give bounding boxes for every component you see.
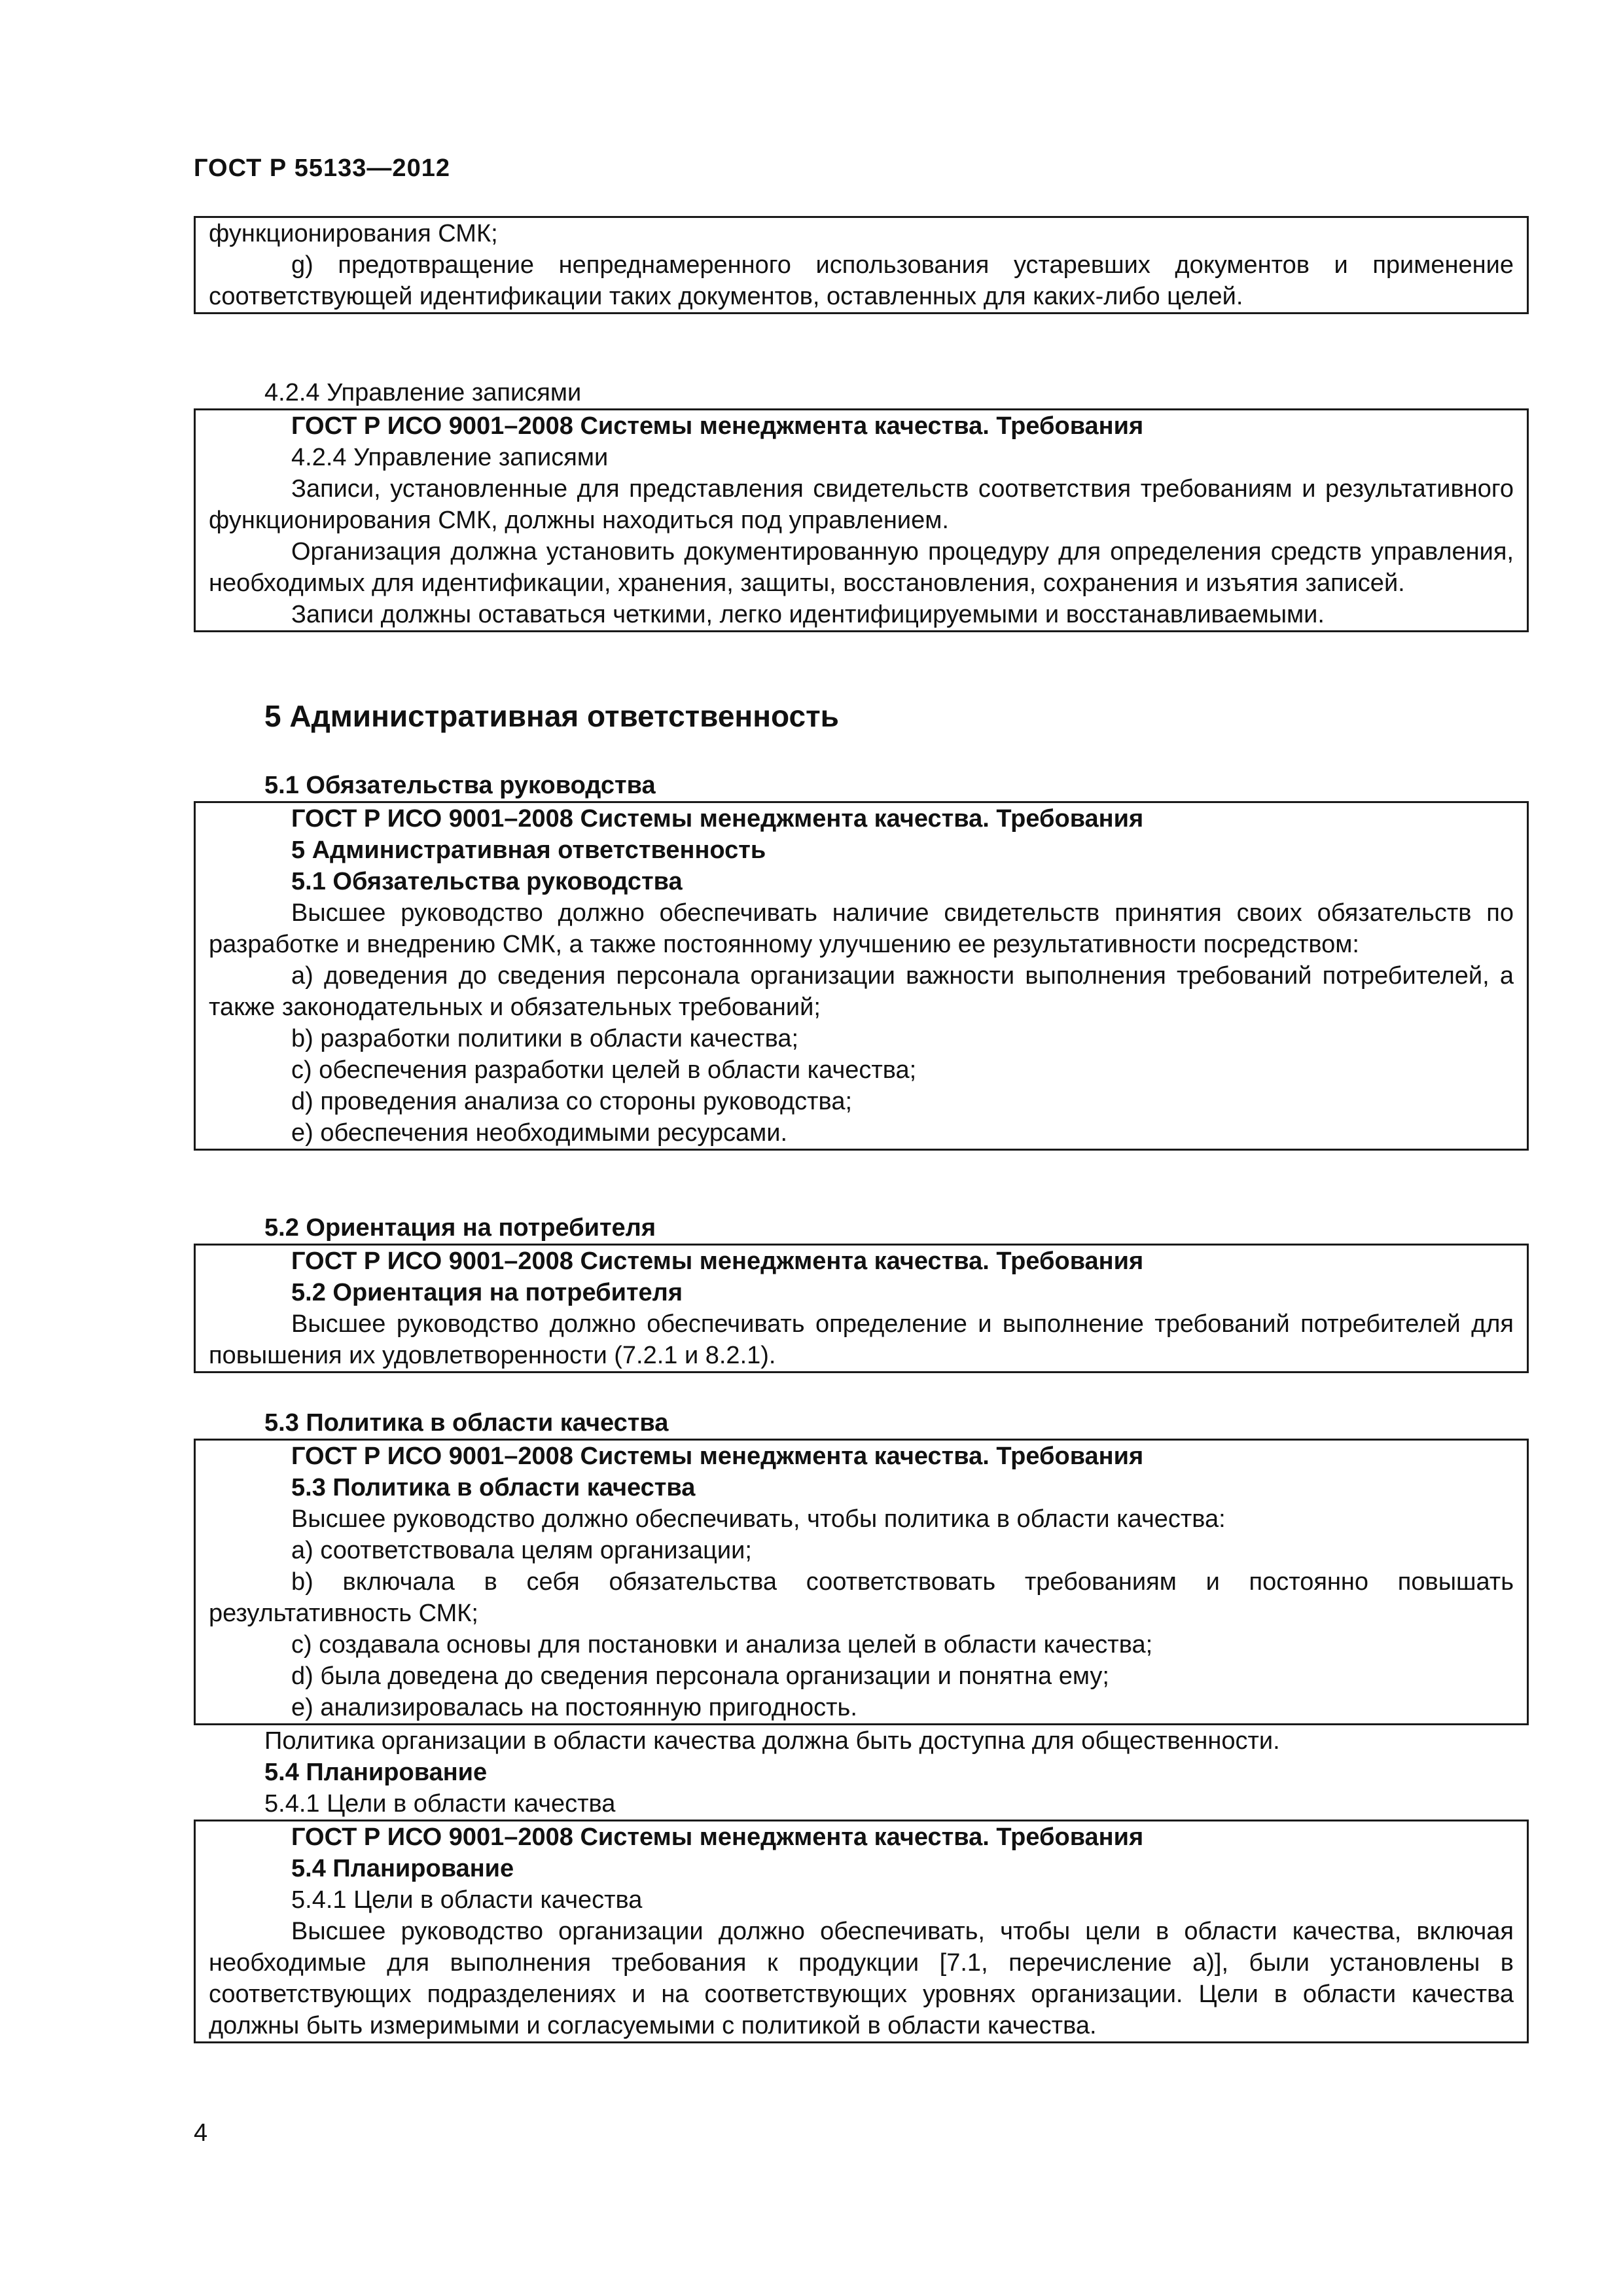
standard-quote-box: [194, 1244, 1529, 1373]
clause-heading: 5.4 Планирование: [264, 1759, 488, 1786]
standard-quote-box: [194, 408, 1529, 632]
section-title: 5.4 Планирование: [291, 1855, 514, 1882]
list-item: d) была доведена до сведения персонала организации и понятна ему;: [291, 1662, 1109, 1690]
clause-heading: 4.2.4 Управление записями: [264, 379, 582, 406]
clause-title: 5.4.1 Цели в области качества: [291, 1886, 643, 1914]
standard-quote-box: [194, 801, 1529, 1151]
list-item: e) анализировалась на постоянную пригодность.: [291, 1694, 857, 1721]
section-5-2: [194, 1212, 1529, 1373]
section-4-2-4: [194, 377, 1529, 632]
list-item: b) включала в себя обязательства соответствовать требованиям и постоянно повышать результативность СМК;: [209, 1568, 1514, 1627]
note-paragraph: Политика организации в области качества должна быть доступна для общественности.: [264, 1727, 1280, 1755]
clause-heading: 5.3 Политика в области качества: [264, 1409, 669, 1437]
paragraph: Высшее руководство должно обеспечивать, чтобы политика в области качества:: [291, 1505, 1226, 1533]
list-item: c) создавала основы для постановки и анализа целей в области качества;: [291, 1631, 1153, 1659]
clause-heading: 5.1 Обязательства руководства: [264, 772, 656, 799]
standard-title: ГОСТ Р ИСО 9001–2008 Системы менеджмента качества. Требования: [291, 1247, 1144, 1275]
paragraph: Записи, установленные для представления свидетельств соответствия требованиям и результативного функционирования СМК, должны находиться под управлением.: [209, 475, 1514, 534]
section-title: 5 Административная ответственность: [264, 699, 839, 733]
standard-title: ГОСТ Р ИСО 9001–2008 Системы менеджмента качества. Требования: [291, 1823, 1144, 1851]
list-item: b) разработки политики в области качества;: [291, 1025, 799, 1052]
standard-title: ГОСТ Р ИСО 9001–2008 Системы менеджмента качества. Требования: [291, 412, 1144, 440]
box-line: g) предотвращение непреднамеренного использования устаревших документов и применение соответствующей идентификации таких документов, оставленных для каких-либо целей.: [209, 251, 1514, 310]
standard-quote-box: [194, 1439, 1529, 1725]
clause-title: 5.1 Обязательства руководства: [291, 868, 683, 895]
list-item: a) соответствовала целям организации;: [291, 1537, 752, 1564]
paragraph: Записи должны оставаться четкими, легко идентифицируемыми и восстанавливаемыми.: [291, 601, 1325, 628]
paragraph: Высшее руководство должно обеспечивать определение и выполнение требований потребителей для повышения их удовлетворенности (7.2.1 и 8.2.1).: [209, 1310, 1514, 1369]
clause-title: 5.2 Ориентация на потребителя: [291, 1279, 683, 1306]
clause-title: 5.3 Политика в области качества: [291, 1474, 696, 1501]
clause-title: 4.2.4 Управление записями: [291, 444, 609, 471]
section-5-1: [194, 770, 1529, 1151]
paragraph: Высшее руководство организации должно обеспечивать, чтобы цели в области качества, включая необходимые для выполнения требования к продукции [7.1, перечисление a)], были установлены в соответствующих подразделениях и на соответствующих уровнях организации. Цели в области качества должны быть измеримыми и согласуемыми с политикой в области качества.: [209, 1918, 1514, 2039]
box-continuation: [194, 216, 1529, 314]
page-number: 4: [194, 2119, 208, 2147]
section-title: 5 Административная ответственность: [291, 836, 766, 864]
list-item: d) проведения анализа со стороны руководства;: [291, 1088, 853, 1115]
standard-quote-box: [194, 1820, 1529, 2043]
standard-title: ГОСТ Р ИСО 9001–2008 Системы менеджмента качества. Требования: [291, 1443, 1144, 1470]
box-line: функционирования СМК;: [209, 220, 498, 247]
standard-title: ГОСТ Р ИСО 9001–2008 Системы менеджмента качества. Требования: [291, 805, 1144, 833]
document-code: ГОСТ Р 55133—2012: [194, 154, 450, 182]
list-item: e) обеспечения необходимыми ресурсами.: [291, 1119, 788, 1147]
paragraph: Организация должна установить документированную процедуру для определения средств управления, необходимых для идентификации, хранения, защиты, восстановления, сохранения и изъятия записей.: [209, 538, 1514, 597]
section-5-title-wrap: [194, 698, 1529, 734]
clause-heading: 5.2 Ориентация на потребителя: [264, 1214, 656, 1242]
list-item: a) доведения до сведения персонала организации важности выполнения требований потребителей, а также законодательных и обязательных требований;: [209, 962, 1514, 1021]
section-5-3: [194, 1407, 1529, 2043]
sub-clause-heading: 5.4.1 Цели в области качества: [264, 1790, 616, 1818]
paragraph: Высшее руководство должно обеспечивать наличие свидетельств принятия своих обязательств по разработке и внедрению СМК, а также постоянному улучшению ее результативности посредством:: [209, 899, 1514, 958]
list-item: c) обеспечения разработки целей в области качества;: [291, 1056, 917, 1084]
